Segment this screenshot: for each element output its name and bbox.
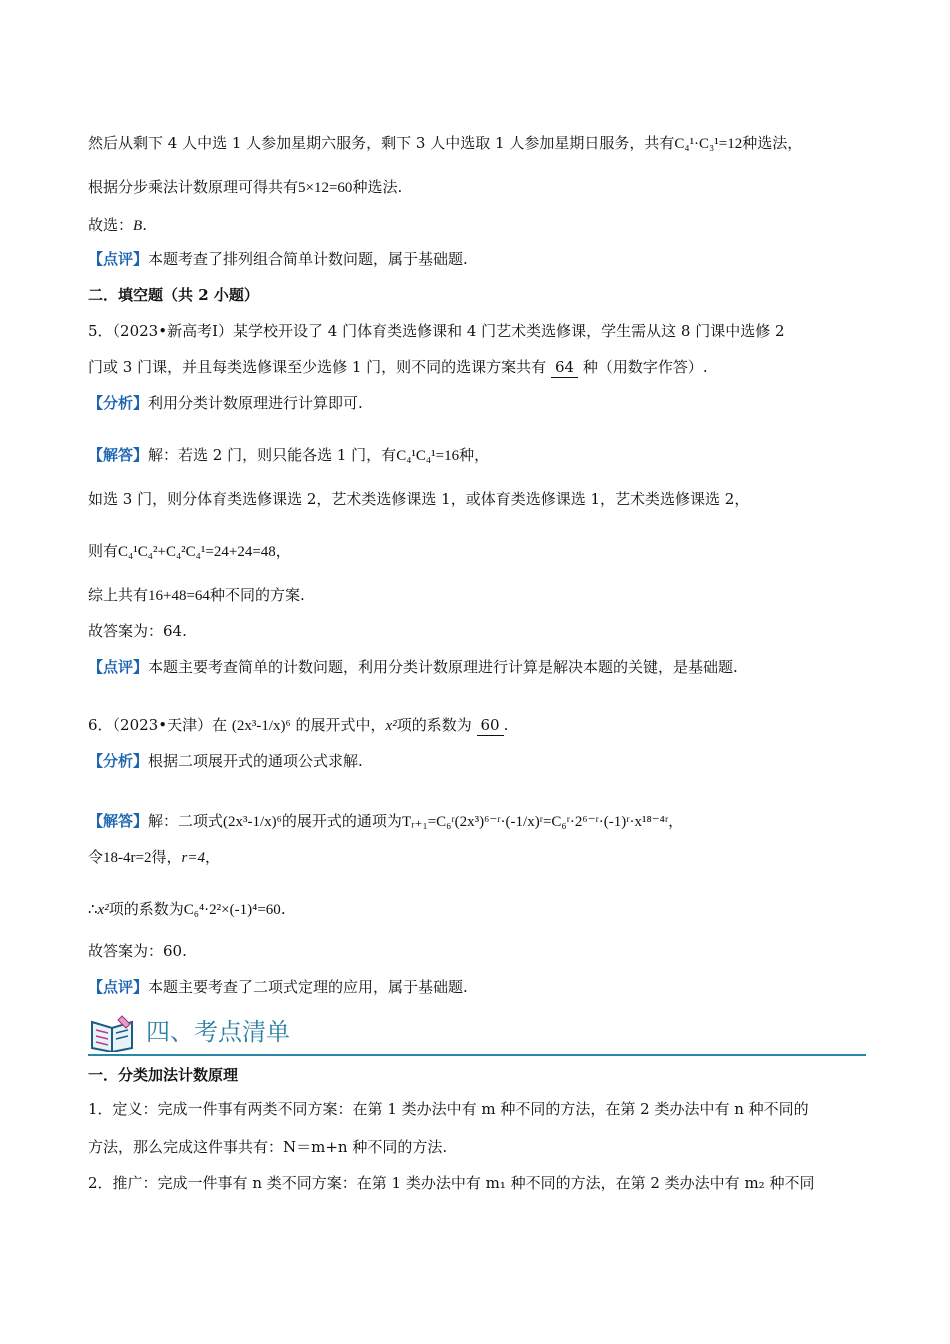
solution-tag: 【解答】 [88, 446, 149, 464]
q5-solution-line-3 [88, 540, 870, 563]
q5-solution-line-2: 如选 3 门，则分体育类选修课选 2，艺术类选修课选 1，或体育类选修课选 1，艺术类选修课选 2， [88, 490, 750, 508]
text: 故选： [88, 216, 134, 234]
formula: B [133, 218, 143, 234]
definition-line-2: 方法，那么完成这件事共有：N＝m+n 种不同的方法. [88, 1138, 448, 1156]
formula: (2x³-1/x)⁶ [231, 718, 291, 734]
text: 种， [459, 446, 490, 464]
text: ， [668, 812, 684, 830]
text: 解：若选 2 门，则只能各选 1 门，有 [148, 446, 397, 464]
q6-solution-line-2 [88, 846, 870, 869]
formula: Tᵣ₊₁=C₆ʳ(2x³)⁶⁻ʳ·(-1/x)ʳ=C₆ʳ·2⁶⁻ʳ·(-1)ʳ·x¹⁸⁻⁴ʳ [401, 814, 669, 830]
text: 种（用数字作答）. [582, 358, 708, 376]
text: . [142, 216, 147, 234]
text: 解：二项式 [148, 812, 224, 830]
formula: x² [97, 902, 109, 918]
definition-line-1: 1．定义：完成一件事有两类不同方案：在第 1 类办法中有 m 种不同的方法，在第 2 类办法中有 n 种不同的 [88, 1100, 809, 1118]
text: 的展开式的通项为 [281, 812, 402, 830]
answer-blank: 60 [477, 715, 504, 736]
q5-comment [88, 656, 870, 678]
formula: C₄¹C₄¹=16 [396, 448, 460, 464]
generalization-line: 2．推广：完成一件事有 n 类不同方案：在第 1 类办法中有 m₁ 种不同的方法，在第 2 类办法中有 m₂ 种不同 [88, 1174, 815, 1192]
text: 得， [151, 848, 182, 866]
text: 然后从剩下 4 人中选 1 人参加星期六服务，剩下 3 人中选取 1 人参加星期日服务，共有 [88, 134, 675, 152]
comment-text: 本题主要考查了二项式定理的应用，属于基础题. [148, 978, 468, 996]
text: 种不同的方案. [209, 586, 305, 604]
comment-tag: 【点评】 [88, 978, 149, 996]
q6-stem [88, 714, 870, 737]
formula: C₆⁴·2²×(-1)⁴=60 [183, 902, 281, 918]
text: ， [204, 848, 220, 866]
text: 则有 [88, 542, 119, 560]
formula: 16+48=64 [148, 588, 210, 604]
text: 根据分步乘法计数原理可得共有 [88, 178, 299, 196]
text: ∴ [88, 900, 98, 918]
comment-tag: 【点评】 [88, 658, 149, 676]
section-title-fill-blank: 二．填空题（共 2 小题） [88, 286, 259, 304]
section-banner [88, 1010, 866, 1056]
comment-tag: 【点评】 [88, 250, 149, 268]
text: 种选法， [742, 134, 803, 152]
q5-analysis [88, 392, 870, 414]
formula: 18-4r=2 [103, 850, 152, 866]
formula: C₄¹·C₃¹=12 [674, 136, 743, 152]
q6-comment [88, 976, 870, 998]
q4-choice [88, 214, 870, 237]
analysis-tag: 【分析】 [88, 394, 149, 412]
formula: x² [385, 718, 397, 734]
text: 种选法. [352, 178, 403, 196]
q4-solution-line-2 [88, 176, 870, 199]
formula: r=4 [181, 850, 205, 866]
text: ， [275, 542, 291, 560]
analysis-text: 根据二项展开式的通项公式求解. [148, 752, 363, 770]
text: 6．（2023•天津）在 [88, 716, 228, 734]
text: 综上共有 [88, 586, 149, 604]
q5-stem-line-1: 5．（2023•新高考Ⅰ）某学校开设了 4 门体育类选修课和 4 门艺术类选修课，学生需从这 8 门课中选修 2 [88, 322, 785, 340]
text: 门或 3 门课，并且每类选修课至少选修 1 门，则不同的选课方案共有 [88, 358, 547, 376]
comment-text: 本题考查了排列组合简单计数问题，属于基础题. [148, 250, 468, 268]
section-title-addition-principle: 一．分类加法计数原理 [88, 1066, 239, 1084]
q6-analysis [88, 750, 870, 772]
text: . [503, 716, 509, 734]
text: 项的系数为 [108, 900, 184, 918]
q5-final-answer: 故答案为：64. [88, 622, 187, 640]
banner-title: 四、考点清单 [146, 1018, 290, 1046]
answer-blank: 64 [551, 357, 578, 378]
q5-stem-line-2 [88, 356, 870, 378]
q6-final-answer: 故答案为：60. [88, 942, 187, 960]
analysis-text: 利用分类计数原理进行计算即可. [148, 394, 363, 412]
q5-solution-line-1 [88, 444, 870, 467]
formula: C₄¹C₄²+C₄²C₄¹=24+24=48 [118, 544, 276, 560]
solution-tag: 【解答】 [88, 812, 149, 830]
text: 的展开式中， [295, 716, 386, 734]
text: 令 [88, 848, 104, 866]
q6-solution-line-3 [88, 898, 870, 921]
analysis-tag: 【分析】 [88, 752, 149, 770]
q4-comment [88, 248, 870, 270]
q6-solution-line-1 [88, 810, 870, 833]
formula: (2x³-1/x)⁶ [223, 814, 282, 830]
formula: 5×12=60 [298, 180, 353, 196]
q4-solution-line-1 [88, 132, 870, 155]
open-book-icon [88, 1014, 136, 1052]
text: . [280, 900, 286, 918]
comment-text: 本题主要考查简单的计数问题，利用分类计数原理进行计算是解决本题的关键，是基础题. [148, 658, 738, 676]
banner-rule [88, 1054, 866, 1056]
text: 项的系数为 [396, 716, 472, 734]
q5-solution-line-4 [88, 584, 870, 607]
